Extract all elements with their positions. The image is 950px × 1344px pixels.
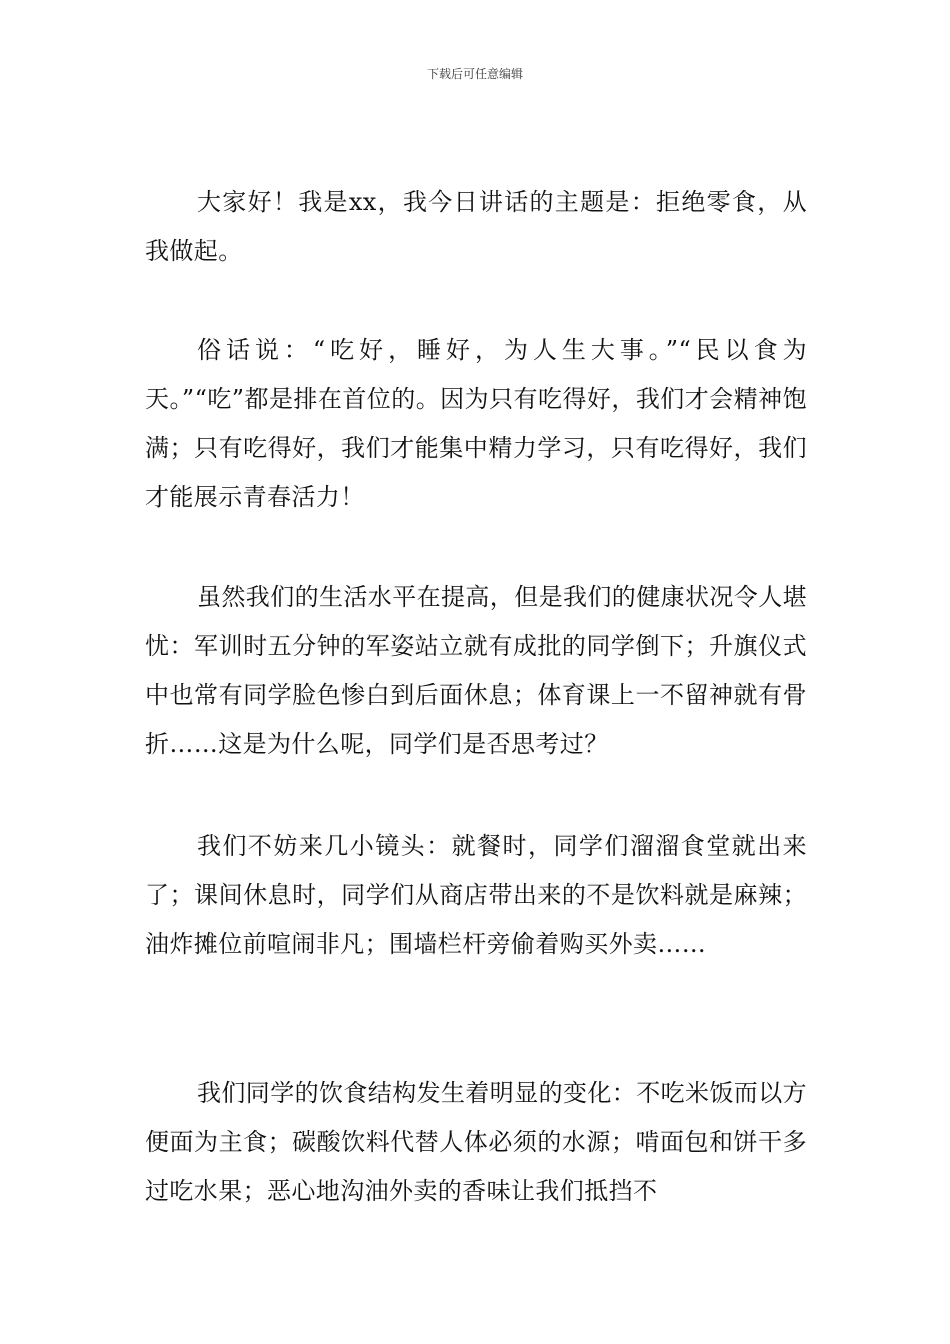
paragraph-scenes: 我们不妨来几小镜头：就餐时，同学们溜溜食堂就出来了；课间休息时，同学们从商店带出来的不是饮料就是麻辣；油炸摊位前喧闹非凡；围墙栏杆旁偷着购买外卖…… bbox=[145, 832, 807, 958]
paragraph-proverb: 俗话说：“吃好，睡好，为人生大事。”“民以食为天。”“吃”都是排在首位的。因为只有吃得好，我们才会精神饱满；只有吃得好，我们才能集中精力学习，只有吃得好，我们才能展示青春活力！ bbox=[145, 336, 807, 511]
paragraph-greeting: 大家好！我是xx，我今日讲话的主题是：拒绝零食，从我做起。 bbox=[145, 188, 807, 265]
paragraph-health-concern: 虽然我们的生活水平在提高，但是我们的健康状况令人堪忧：军训时五分钟的军姿站立就有成批的同学倒下；升旗仪式中也常有同学脸色惨白到后面休息；体育课上一不留神就有骨折……这是为什么呢，同学们是否思考过？ bbox=[145, 583, 807, 758]
page-header: 下载后可任意编辑 bbox=[426, 67, 523, 81]
paragraph-diet-changes: 我们同学的饮食结构发生着明显的变化：不吃米饭而以方便面为主食；碳酸饮料代替人体必须的水源；啃面包和饼干多过吃水果；恶心地沟油外卖的香味让我们抵挡不 bbox=[145, 1079, 807, 1205]
